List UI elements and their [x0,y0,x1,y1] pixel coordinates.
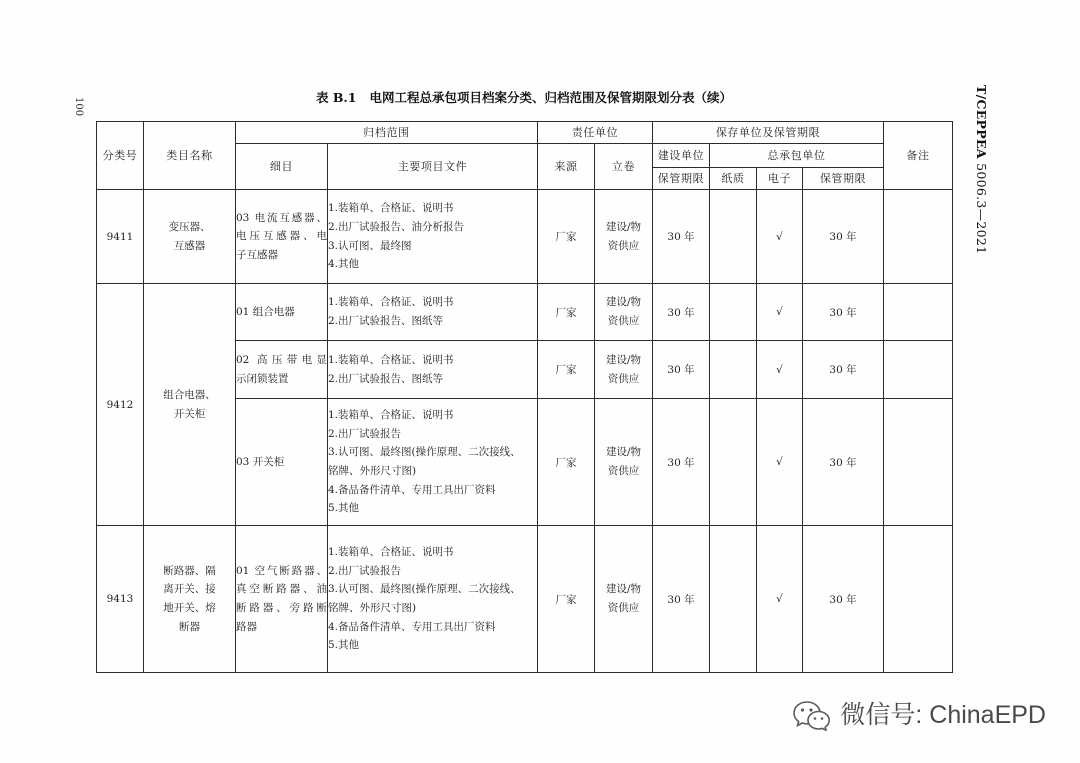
file-item-line: 1.装箱单、合格证、说明书 [328,202,454,215]
source-cell: 厂家 [538,341,595,399]
classification-code-cell: 9412 [97,284,144,526]
filing-cell [595,399,653,526]
category-name-line: 断路器、隔 [163,564,216,577]
electronic-cell [757,284,803,341]
electronic-cell [757,399,803,526]
category-name-line: 互感器 [173,239,206,252]
filing-line: 资供应 [607,372,640,385]
table-title: 电网工程总承包项目档案分类、归档范围及保管期限划分表（续） [369,90,732,105]
sub-item-cell [236,190,328,284]
table-number: 表 B.1 [316,90,357,105]
sub-item-line: 示闭锁装置 [236,372,289,385]
remarks-cell [884,190,953,284]
sub-item-cell [236,399,328,526]
filing-cell [595,526,653,673]
sub-item-cell [236,284,328,341]
sub-item-line: 子互感器 [236,248,278,261]
header-classification-code: 分类号 [97,122,144,190]
classification-code-cell: 9413 [97,526,144,673]
owner-retention-cell: 30 年 [653,526,710,673]
header-owner-unit: 建设单位 [653,144,710,168]
check-mark: √ [776,306,783,318]
file-item-line: 5.其他 [328,502,360,515]
check-mark: √ [776,456,783,468]
category-name-line: 开关柜 [173,407,206,420]
filing-cell [595,190,653,284]
file-item-line: 3.认可图、最终图(操作原理、二次接线、 [328,583,521,596]
paper-cell [710,190,757,284]
electronic-cell [757,526,803,673]
epc-retention-cell: 30 年 [803,284,884,341]
page-number: 100 [73,97,84,117]
sub-item-cell [236,526,328,673]
sub-item-line: 03 电流互感器、 [236,211,327,224]
file-item-line: 4.备品备件清单、专用工具出厂资料 [328,620,496,633]
paper-cell [710,284,757,341]
sub-item-line: 真空断路器、油 [236,583,327,596]
epc-retention-cell: 30 年 [803,399,884,526]
sub-item-line: 01 组合电器 [236,305,295,318]
file-item-line: 1.装箱单、合格证、说明书 [328,296,454,309]
header-electronic: 电子 [757,168,803,190]
header-retention: 保存单位及保管期限 [653,122,884,144]
category-name-line: 离开关、接 [163,583,216,596]
archive-classification-table [96,121,953,673]
main-files-cell [328,284,538,341]
owner-retention-cell: 30 年 [653,190,710,284]
category-name-cell [144,190,236,284]
source-cell: 厂家 [538,284,595,341]
header-owner-retention: 保管期限 [653,168,710,190]
filing-line: 建设/物 [605,296,642,309]
header-sub-item: 细目 [236,144,328,190]
file-item-line: 铭牌、外形尺寸图) [328,602,417,614]
file-item-line: 2.出厂试验报告、油分析报告 [328,220,465,233]
remarks-cell [884,284,953,341]
epc-retention-cell: 30 年 [803,190,884,284]
table-row [97,284,953,341]
header-filing: 立卷 [595,144,653,190]
file-item-line: 2.出厂试验报告 [328,427,402,440]
sub-item-cell [236,341,328,399]
sub-item-line: 01 空气断路器、 [236,564,327,577]
table-caption [96,90,952,106]
paper-cell [710,341,757,399]
standard-number: 5006.3—2021 [974,163,989,255]
file-item-line: 3.认可图、最终图 [328,239,412,252]
sub-item-line: 路器 [236,620,257,633]
filing-line: 资供应 [607,239,640,252]
source-cell: 厂家 [538,399,595,526]
header-epc-retention: 保管期限 [803,168,884,190]
file-item-line: 5.其他 [328,639,360,652]
category-name-line: 地开关、熔 [163,602,216,614]
header-category-name: 类目名称 [144,122,236,190]
header-main-files: 主要项目文件 [328,144,538,190]
category-name-cell [144,526,236,673]
owner-retention-cell: 30 年 [653,399,710,526]
table-body [97,190,953,673]
sub-item-line: 电压互感器、电 [236,230,327,243]
filing-line: 资供应 [607,315,640,327]
filing-line: 建设/物 [605,220,642,233]
main-files-cell [328,526,538,673]
header-responsible-unit: 责任单位 [538,122,653,144]
file-item-line: 2.出厂试验报告 [328,564,402,577]
header-row [97,122,953,144]
header-epc-unit: 总承包单位 [710,144,884,168]
table-header [97,122,953,190]
watermark [792,699,1046,731]
header-archive-scope: 归档范围 [236,122,538,144]
header-paper: 纸质 [710,168,757,190]
remarks-cell [884,526,953,673]
filing-line: 建设/物 [605,583,642,596]
main-files-cell [328,190,538,284]
remarks-cell [884,399,953,526]
file-item-line: 4.其他 [328,258,360,271]
category-name-line: 断器 [179,620,200,633]
standard-code [973,85,989,254]
category-name-cell [144,284,236,526]
filing-cell [595,341,653,399]
sub-item-line: 断路器、旁路断 [236,602,327,614]
filing-line: 资供应 [607,465,640,477]
filing-line: 建设/物 [605,353,642,366]
header-source: 来源 [538,144,595,190]
file-item-line: 铭牌、外形尺寸图) [328,465,417,477]
electronic-cell [757,341,803,399]
epc-retention-cell: 30 年 [803,526,884,673]
file-item-line: 2.出厂试验报告、图纸等 [328,315,444,327]
check-mark: √ [776,230,783,243]
header-remarks: 备注 [884,122,953,190]
filing-line: 资供应 [607,602,640,614]
remarks-cell [884,341,953,399]
standard-prefix: T/CEPPEA [974,85,989,159]
category-name-line: 变压器、 [168,220,211,233]
paper-cell [710,526,757,673]
check-mark: √ [776,363,783,376]
category-name-line: 组合电器、 [163,388,216,401]
wechat-icon [792,699,832,731]
check-mark: √ [776,593,783,605]
paper-cell [710,399,757,526]
main-files-cell [328,341,538,399]
file-item-line: 1.装箱单、合格证、说明书 [328,409,454,422]
file-item-line: 1.装箱单、合格证、说明书 [328,353,454,366]
classification-code-cell: 9411 [97,190,144,284]
epc-retention-cell: 30 年 [803,341,884,399]
watermark-text: 微信号: ChinaEPD [840,701,1046,729]
file-item-line: 1.装箱单、合格证、说明书 [328,546,454,559]
table-row [97,190,953,284]
sub-item-line: 02 高压带电显 [236,353,327,366]
table-row [97,526,953,673]
main-files-cell [328,399,538,526]
file-item-line: 3.认可图、最终图(操作原理、二次接线、 [328,446,521,459]
source-cell: 厂家 [538,526,595,673]
filing-line: 建设/物 [605,446,642,459]
electronic-cell [757,190,803,284]
source-cell: 厂家 [538,190,595,284]
owner-retention-cell: 30 年 [653,341,710,399]
filing-cell [595,284,653,341]
file-item-line: 4.备品备件清单、专用工具出厂资料 [328,483,496,496]
file-item-line: 2.出厂试验报告、图纸等 [328,372,444,385]
owner-retention-cell: 30 年 [653,284,710,341]
sub-item-line: 03 开关柜 [236,455,285,468]
